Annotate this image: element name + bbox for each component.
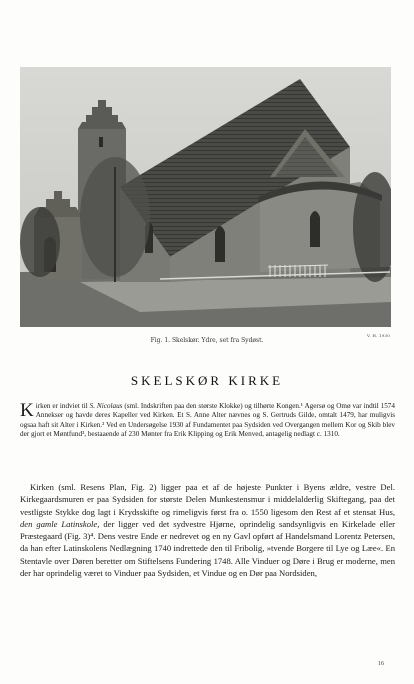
church-illustration	[20, 67, 391, 327]
body-paragraph	[20, 481, 395, 579]
page-title: SKELSKØR KIRKE	[130, 373, 284, 388]
figure-caption: Fig. 1. Skelskør. Ydre, set fra Sydøst.	[150, 337, 264, 344]
body-italic-phrase: den gamle Latinskole	[20, 518, 98, 529]
church-photo	[20, 67, 391, 327]
intro-saint-name: S. Nicolaus	[89, 402, 123, 410]
intro-paragraph	[20, 402, 395, 440]
body-text-a: Kirken (sml. Resens Plan, Fig. 2) ligger paa et af de højeste Punkter i Byens ældre, vestre Del. Kirkegaardsmuren er paa Sydsiden for største Delen Munkestensmur i middelalderlig Skiftegang, paa det vestligste Stykke dog lagt i Krydsskifte og rimeligvis først fra o. 1550 ligesom den Rest af et stensat Hus,	[20, 482, 395, 517]
intro-text-a: irken er indviet til	[35, 402, 90, 410]
photo-credit: V. H. 1930	[367, 333, 390, 338]
drop-cap: K	[20, 400, 34, 421]
page-number: 16	[378, 661, 384, 667]
body-text-b: , der ligger ved det sydvestre Hjørne, oprindelig sandsynligvis en Kirkelade eller Præstegaard (Fig. 3)⁴. Dens vestre Ende er nedrevet og en ny Gavl opført af Handelsmand Lorentz Petersen, da han efter Latinskolens Nedlægning 1740 indrettede den til Fribolig, »tvende Borgere til Lye og Læe«. En Stentavle over Døren beretter om Stiftelsens Fundering 1748. Alle Vinduer og Døre i Brug er moderne, men der har oprindelig været to Vinduer paa Sydsiden, et Vindue og en Dør paa Nordsiden,	[20, 518, 395, 579]
intro-text-b: (sml. Indskriften paa den største Klokke) og tilhørte Kongen.¹ Agersø og Omø var indtil 1574 Annekser og havde deres Kapeller ved Kirken. Et S. Anne Alter nævnes og S. Gertruds Gilde, omtalt 1479, har muligvis ogsaa haft sit Alter i Kirken.² Ved en Undersøgelse 1930 af Fundamentet paa Sydsiden ved Overgangen mellem Kor og Skib blev der gjort et Møntfund³, bestaaende af 230 Mønter fra Erik Klipping og Erik Menved, antagelig nedlagt c. 1310.	[20, 402, 395, 439]
